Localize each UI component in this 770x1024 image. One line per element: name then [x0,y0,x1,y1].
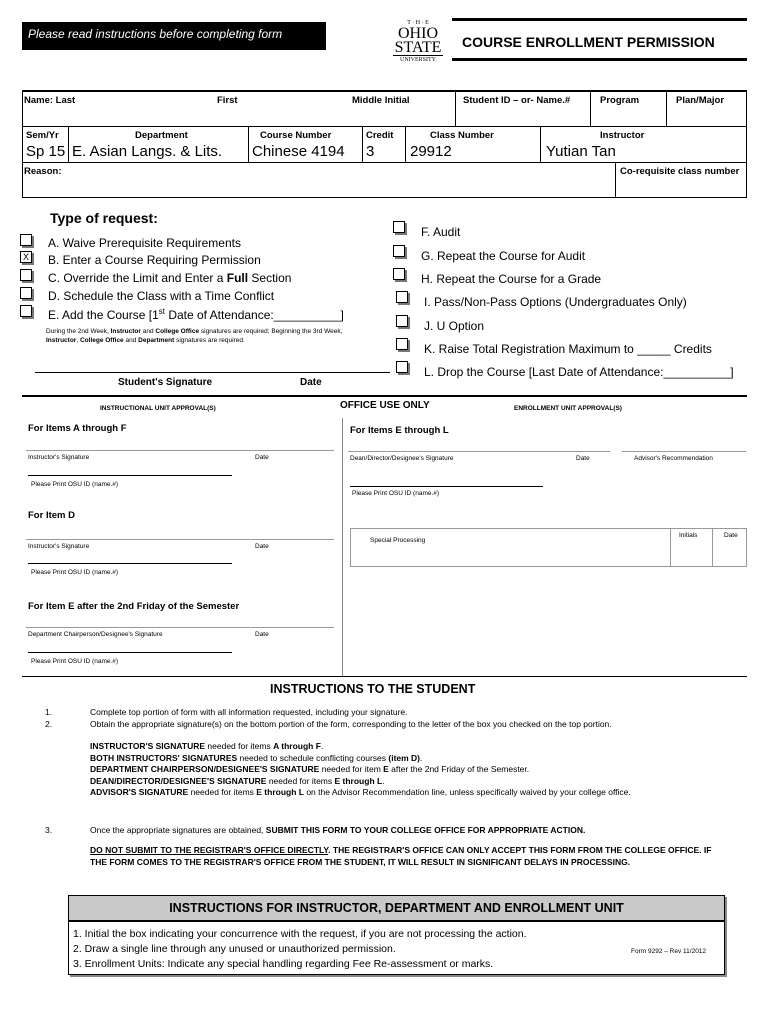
request-option-label: E. Add the Course [1st Date of Attendance:__________] [48,307,344,322]
request-option-label: K. Raise Total Registration Maximum to _____ Credits [424,342,712,356]
item-e-after-heading: For Item E after the 2nd Friday of the Semester [28,601,240,612]
first-name-label: First [217,95,238,106]
note-bold: Instructor [110,328,141,335]
office-use-only: OFFICE USE ONLY [340,400,430,411]
advisor-recommendation-label: Advisor's Recommendation [634,455,713,462]
request-checkbox[interactable]: X [20,251,32,263]
instruction-3-number: 3. [45,825,53,835]
grid-divider [615,162,616,197]
instruction-3-pre: Once the appropriate signatures are obtained, [90,825,266,835]
signature-requirement-line: ADVISOR'S SIGNATURE needed for items E through L on the Advisor Recommendation line, unless specifically waived by your college office. [90,787,631,797]
credit-label: Credit [366,130,394,141]
class-number-label: Class Number [430,130,494,141]
print-osu-id-label: Please Print OSU ID (name.#) [352,490,440,497]
office-center-divider [342,418,343,676]
instructor-box-item: 3. Enrollment Units: Indicate any special handling regarding Fee Re-assessment or marks. [73,958,494,970]
department-label: Department [135,130,188,141]
signature-requirement-line: INSTRUCTOR'S SIGNATURE needed for items A through F. [90,741,324,751]
note-text: signatures are required; Beginning the 3rd Week, [199,328,343,335]
instructor-value[interactable]: Yutian Tan [546,143,616,160]
note-bold: Instructor [46,337,77,344]
office-left-rule [26,450,334,451]
office-section-rule [22,395,747,397]
instruction-3-bold: SUBMIT THIS FORM TO YOUR COLLEGE OFFICE FOR APPROPRIATE ACTION. [265,825,586,835]
grid-row2-bottom [22,162,747,163]
request-checkbox[interactable] [20,287,32,299]
student-date-label: Date [300,377,322,388]
type-of-request-title: Type of request: [50,210,158,226]
instructor-box-item: 1. Initial the box indicating your concurrence with the request, if you are not processing the action. [73,928,527,940]
logo-ohio: OHIO [398,25,438,42]
request-checkbox[interactable] [396,315,408,327]
request-checkbox[interactable] [393,268,405,280]
dean-date-label: Date [576,455,590,462]
note-bold: College Office [79,337,124,344]
registrar-warning [90,845,715,868]
sem-yr-label: Sem/Yr [26,130,59,141]
osu-id-line[interactable] [350,486,543,487]
osu-id-line[interactable] [28,563,232,564]
initials-label: Initials [679,532,698,539]
form-number: Form 9292 – Rev 11/2012 [631,948,707,955]
request-option-label: C. Override the Limit and Enter a Full Section [48,271,292,285]
warning-underlined: DO NOT SUBMIT TO THE REGISTRAR'S OFFICE DIRECTLY [90,845,329,855]
request-checkbox[interactable] [393,221,405,233]
instruction-3-text [90,825,585,835]
item-d-heading: For Item D [28,510,75,521]
instructions-notice-banner [22,22,326,50]
logo-university: UNIVERSITY [393,55,443,64]
grid-divider [455,91,456,127]
note-text: , [76,337,80,344]
logo-state: STATE [394,39,442,56]
grid-left-border [22,90,23,198]
request-option-label: D. Schedule the Class with a Time Conflict [48,289,275,303]
grid-divider [405,126,406,162]
credit-value[interactable]: 3 [366,143,375,160]
note-text: signatures are required. [174,337,245,344]
instructional-unit-heading: INSTRUCTIONAL UNIT APPROVAL(S) [100,405,216,412]
request-option-label: L. Drop the Course [Last Date of Attendance:__________] [424,365,734,379]
request-option-label: J. U Option [424,319,485,333]
dept-date-label: Date [255,631,269,638]
special-date-label: Date [724,532,738,539]
program-label: Program [600,95,640,106]
instructor-signature-label: Instructor's Signature [28,543,90,550]
grid-right-border [746,90,747,198]
signature-requirement-line: BOTH INSTRUCTORS' SIGNATURES needed to schedule conflicting courses (item D). [90,752,423,763]
grid-bottom [22,197,747,198]
top-grid-outer-top [22,90,747,92]
grid-divider [666,91,667,127]
request-option-label: B. Enter a Course Requiring Permission [48,253,261,267]
title-rule-top [452,18,747,21]
request-note [46,327,376,345]
special-processing-divider [670,528,671,566]
note-text: and [140,328,156,335]
request-checkbox[interactable] [20,269,32,281]
logo-the: T · H · E [407,20,429,26]
note-bold: College Office [155,328,200,335]
special-processing-divider [712,528,713,566]
request-option-label: F. Audit [421,225,461,239]
student-signature-label: Student's Signature [118,377,213,388]
warning-rest: . THE REGISTRAR'S OFFICE CAN ONLY ACCEPT THIS FORM FROM THE COLLEGE OFFICE. IF THE FORM COMES TO THE REGISTRAR'S OFFICE FROM THE STUDENT, IT WILL RESULT IN SIGNIFICANT DELAYS IN PROCESSING. [90,845,712,867]
office-bottom-rule [22,676,747,677]
instruction-1-number: 1. [45,707,53,717]
request-option-label: G. Repeat the Course for Audit [421,249,586,263]
course-number-value[interactable]: Chinese 4194 [252,143,345,160]
print-osu-id-label: Please Print OSU ID (name.#) [31,658,119,665]
student-id-label: Student ID – or- Name.# [463,95,571,106]
form-title: COURSE ENROLLMENT PERMISSION [462,34,715,50]
instructor-box-header [68,895,725,921]
signature-requirements [90,741,720,799]
instructor-signature-label: Instructor's Signature [28,454,90,461]
instructor-date-label: Date [255,454,269,461]
note-text: and [123,337,139,344]
instructor-date-label: Date [255,543,269,550]
office-right-rule [622,451,746,452]
office-left-rule [26,539,334,540]
grid-divider [68,126,69,162]
instructor-label: Instructor [600,130,645,141]
grid-divider [362,126,363,162]
corequisite-label: Co-requisite class number [620,166,740,177]
dean-signature-label: Dean/Director/Designee's Signature [350,455,454,462]
request-checkbox[interactable] [396,338,408,350]
request-option-label: H. Repeat the Course for a Grade [421,272,602,286]
request-checkbox[interactable] [396,291,408,303]
grid-divider [540,126,541,162]
special-processing-label: Special Processing [370,537,426,544]
instructions-title: INSTRUCTIONS TO THE STUDENT [270,682,476,696]
print-osu-id-label: Please Print OSU ID (name.#) [31,569,119,576]
office-left-rule [26,627,334,628]
request-checkbox[interactable] [393,245,405,257]
office-right-rule [348,451,610,452]
grid-divider [590,91,591,127]
items-a-f-heading: For Items A through F [28,423,127,434]
title-rule-bottom [452,58,747,61]
request-option-label: I. Pass/Non-Pass Options (Undergraduates Only) [424,295,687,309]
department-value[interactable]: E. Asian Langs. & Lits. [72,143,223,160]
instructor-box-body [68,921,725,975]
instruction-2-text: Obtain the appropriate signature(s) on the bottom portion of the form, corresponding to the letter of the box you checked on the top portion. [90,719,612,729]
course-number-label: Course Number [260,130,332,141]
request-checkbox[interactable] [396,361,408,373]
enrollment-unit-heading: ENROLLMENT UNIT APPROVAL(S) [514,405,622,412]
request-checkbox[interactable] [20,305,32,317]
name-last-label: Name: Last [24,95,76,106]
items-e-l-heading: For Items E through L [350,425,449,436]
student-signature-line[interactable] [35,372,390,373]
instructor-box-item: 2. Draw a single line through any unused or unauthorized permission. [73,943,396,955]
request-checkbox[interactable] [20,234,32,246]
dept-chair-signature-label: Department Chairperson/Designee's Signature [28,631,163,638]
osu-id-line[interactable] [28,475,232,476]
osu-logo [393,20,443,70]
middle-initial-label: Middle Initial [352,95,410,106]
instruction-1-text: Complete top portion of form with all information requested, including your signature. [90,707,408,717]
plan-major-label: Plan/Major [676,95,725,106]
sem-yr-value[interactable]: Sp 15 [26,143,66,160]
signature-requirement-line: DEAN/DIRECTOR/DESIGNEE'S SIGNATURE needed for items E through L. [90,775,385,786]
note-bold: Department [138,337,175,344]
note-text: During the 2nd Week, [46,328,111,335]
reason-label: Reason: [24,166,62,177]
instructor-box-title: INSTRUCTIONS FOR INSTRUCTOR, DEPARTMENT AND ENROLLMENT UNIT [169,901,624,915]
grid-row1-bottom [22,126,747,127]
print-osu-id-label: Please Print OSU ID (name.#) [31,481,119,488]
osu-id-line[interactable] [28,652,232,653]
signature-requirement-line: DEPARTMENT CHAIRPERSON/DESIGNEE'S SIGNATURE needed for item E after the 2nd Friday of the Semester. [90,764,530,774]
instructions-notice-text: Please read instructions before completing form [28,27,283,41]
instruction-2-number: 2. [45,719,53,729]
request-option-label: A. Waive Prerequisite Requirements [48,236,241,250]
grid-divider [248,126,249,162]
class-number-value[interactable]: 29912 [410,143,452,160]
